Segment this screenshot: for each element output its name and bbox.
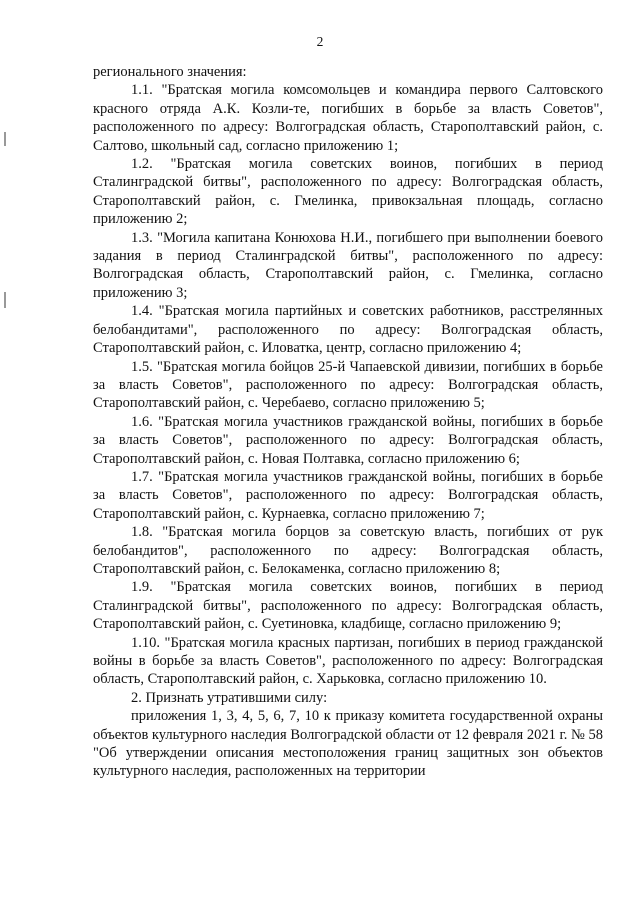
paragraph-item-2: 2. Признать утратившими силу:: [131, 689, 328, 706]
paragraph-item-1-1: 1.1. "Братская могила комсомольцев и командира первого Салтовского красного отряда А.К. Козли-те, погибших в борьбе за власть Советов", расположенного по адресу: Волгоградская область, Старополтавский район, с. Салтово, школьный сад, согласно приложению 1;: [93, 82, 603, 154]
page-number: 2: [316, 34, 324, 49]
paragraph-item-1-4: 1.4. "Братская могила партийных и советских работников, расстрелянных белобандитами", расположенного по адресу: Волгоградская область, Старополтавский район, с. Иловатка, центр, согласно приложению 4;: [93, 303, 603, 357]
paragraph-item-1-6: 1.6. "Братская могила участников гражданской войны, погибших в борьбе за власть Советов", расположенного по адресу: Волгоградская область, Старополтавский район, с. Новая Полтавка, согласно приложению 6;: [93, 413, 603, 467]
paragraph-item-1-2: 1.2. "Братская могила советских воинов, погибших в период Сталинградской битвы", расположенного по адресу: Волгоградская область, Старополтавский район, с. Гмелинка, привокзальная площадь, согласно приложению 2;: [93, 156, 603, 228]
paragraph-item-1-9: 1.9. "Братская могила советских воинов, погибших в период Сталинградской битвы", расположенного по адресу: Волгоградская область, Старополтавский район, с. Суетиновка, кладбище, согласно приложению 9;: [93, 579, 603, 633]
margin-scan-mark: [4, 292, 6, 308]
document-body: [93, 63, 603, 781]
paragraph-item-1-10: 1.10. "Братская могила красных партизан, погибших в период гражданской войны в борьбе за власть Советов", расположенного по адресу: Волгоградская область, Старополтавский район, с. Харьковка, согласно приложению 10.: [93, 634, 603, 688]
paragraph-item-1-5: 1.5. "Братская могила бойцов 25-й Чапаевской дивизии, погибших в борьбе за власть Советов", расположенного по адресу: Волгоградская область, Старополтавский район, с. Черебаево, согласно приложению 5;: [93, 358, 603, 412]
paragraph-item-1-8: 1.8. "Братская могила борцов за советскую власть, погибших от рук белобандитов", расположенного по адресу: Волгоградская область, Старополтавский район, с. Белокаменка, согласно приложению 8;: [93, 524, 603, 577]
margin-scan-mark: [4, 132, 6, 146]
paragraph-item-1-7: 1.7. "Братская могила участников гражданской войны, погибших в борьбе за власть Советов", расположенного по адресу: Волгоградская область, Старополтавский район, с. Курнаевка, согласно приложению 7;: [93, 468, 603, 522]
paragraph-intro: регионального значения:: [93, 64, 247, 80]
paragraph-item-1-3: 1.3. "Могила капитана Конюхова Н.И., погибшего при выполнении боевого задания в период Сталинградской битвы", расположенного по адресу: Волгоградская область, Старополтавский район, с. Гмелинка, согласно приложению 3;: [93, 229, 603, 301]
paragraph-appendices: приложения 1, 3, 4, 5, 6, 7, 10 к приказу комитета государственной охраны объектов культурного наследия Волгоградской области от 12 февраля 2021 г. № 58 "Об утверждении описания местоположения границ защитных зон объектов культурного наследия, расположенных на территории: [93, 708, 603, 780]
